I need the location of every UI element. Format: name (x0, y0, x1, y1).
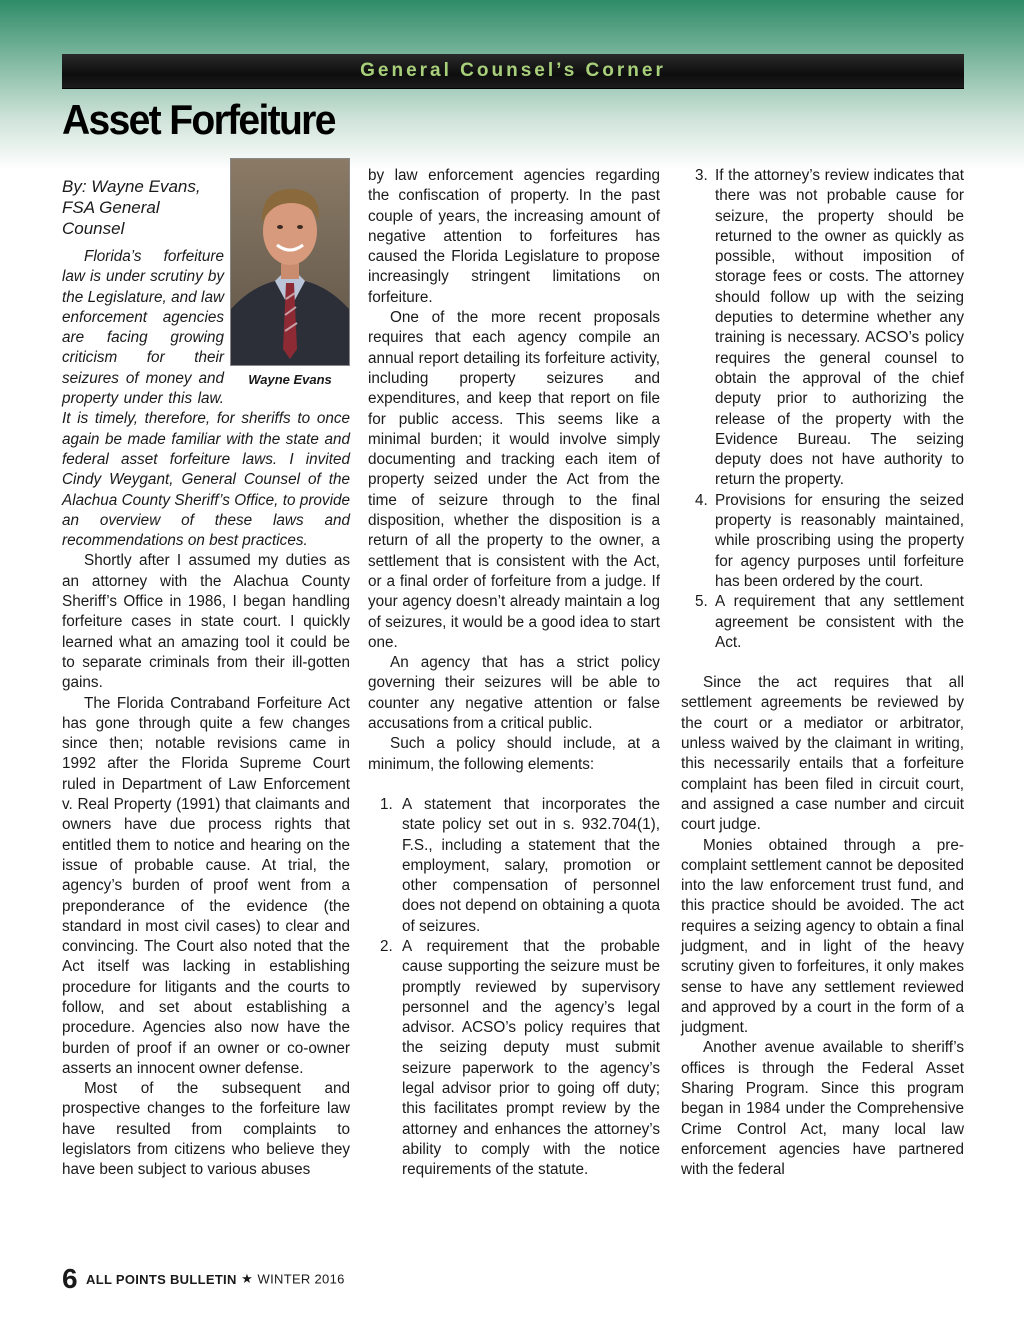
column-2 (368, 166, 660, 1181)
issue-label: WINTER 2016 (257, 1271, 345, 1287)
author-photo-box (230, 158, 350, 392)
policy-elements-list (368, 795, 660, 1181)
spacer (368, 775, 660, 795)
list-number: 4. (695, 491, 708, 509)
author-byline: By: Wayne Evans, FSA General Counsel (62, 177, 201, 238)
article-title: Asset Forfeiture (62, 96, 335, 143)
list-item (368, 795, 660, 937)
list-number: 2. (380, 937, 393, 955)
list-item-text: A requirement that any settlement agreement be consistent with the Act. (715, 593, 964, 651)
body-paragraph: Another avenue available to sheriff’s offices is through the Federal Asset Sharing Program. Since this program began in 1984 under the Comprehensive Crime Control Act, many local law enforcement agencies have partnered with the federal (681, 1039, 964, 1179)
body-paragraph: The Florida Contraband Forfeiture Act has gone through quite a few changes since then; notable revisions came in 1992 after the Florida Supreme Court ruled in Department of Law Enforcement v. Real Property (1991) that claimants and owners have due process rights that entitled them to notice and hearing on the issue of probable cause. At trial, the agency’s burden of proof went from a preponderance of the evidence (the standard in most civil cases) to clear and convincing. The Court also noted that the Act itself was lacking in establishing procedure for litigants and the courts to follow, and set about establishing a procedure. Agencies also now have the burden of proof if an owner or co-owner asserts an innocent owner defense. (62, 694, 350, 1077)
body-paragraph: Since the act requires that all settlement agreements be reviewed by the court or a mediator or arbitrator, unless waived by the claimant in writing, this necessarily entails that a forfeiture complaint has been filed in circuit court, and assigned a case number and circuit court judge. (681, 674, 964, 834)
list-item-text: Provisions for ensuring the seized property is reasonably maintained, while proscribing using the property for agency purposes until forfeiture has been ordered by the court. (715, 491, 964, 590)
body-paragraph: An agency that has a strict policy governing their seizures will be able to counter any negative attention or false accusations from a critical public. (368, 654, 660, 733)
list-item-text: A requirement that the probable cause supporting the seizure must be promptly reviewed by supervisory personnel and the agency’s legal advisor. ACSO’s policy requires that the seizing deputy must submit seizure paperwork to the agency’s legal advisor prior to going off duty; this facilitates prompt review by the attorney and enhances the attorney’s ability to comply with the notice requirements of the statute. (402, 937, 660, 1179)
list-number: 1. (380, 795, 393, 813)
body-paragraph: Such a policy should include, at a minimum, the following elements: (368, 735, 660, 773)
page-footer (62, 1263, 345, 1295)
page-number: 6 (62, 1263, 78, 1294)
body-paragraph: Shortly after I assumed my duties as an attorney with the Alachua County Sheriff’s Office in 1986, I began handling forfeiture cases in state court. I quickly learned what an amazing tool it could be to separate criminals from their ill-gotten gains. (62, 552, 350, 692)
body-paragraph: One of the more recent proposals requires that each agency compile an annual report detailing its forfeiture activity, including property seizures and expenditures, and keep that report on file for public access. This seems like a minimal burden; it would involve simply documenting and tracking each item of property seized under the Act from the time of seizure through to the final disposition, whether the disposition is a return of all the property to the owner, a settlement that is consistent with the Act, or a final order of forfeiture from a judge. If your agency doesn’t already maintain a log of seizures, it would be a good idea to start one. (368, 309, 660, 651)
list-item (681, 491, 964, 592)
body-paragraph: Most of the subsequent and prospective changes to the forfeiture law have resulted from complaints to legislators from citizens who believe they have been subject to various abuses (62, 1080, 350, 1179)
list-number: 5. (695, 593, 708, 611)
list-item-text: A statement that incorporates the state policy set out in s. 932.704(1), F.S., including a statement that the employment, salary, promotion or other compensation of personnel does not depend on obtaining a quota of seizures. (402, 795, 660, 935)
list-item (681, 166, 964, 491)
column-3 (681, 166, 964, 1181)
list-number: 3. (695, 167, 708, 184)
list-item (368, 937, 660, 1181)
publication-name: ALL POINTS BULLETIN (86, 1271, 237, 1287)
spacer (681, 653, 964, 673)
body-paragraph: by law enforcement agencies regarding the confiscation of property. In the past couple of years, the increasing amount of negative attention to forfeitures has caused the Florida Legislature to propose increasingly stringent limitations on forfeiture. (368, 167, 660, 306)
intro-paragraph: Florida’s forfeiture law is under scrutiny by the Legislature, and law enforcement agencies are facing growing criticism for their seizures of money and property under this law. It is timely, therefore, for sheriffs to once again be made familiar with the state and federal asset forfeiture laws. I invited Cindy Weygant, General Counsel of the Alachua County Sheriff’s Office, to provide an overview of these laws and recommendations on best practices. (62, 248, 350, 550)
body-paragraph: Monies obtained through a pre-complaint settlement cannot be deposited into the law enforcement trust fund, and this practice should be avoided. The act requires a seizing agency to obtain a final judgment, and in light of the heavy scrutiny given to forfeitures, it only makes sense to have any settlement reviewed and approved by a court in the form of a judgment. (681, 836, 964, 1037)
column-1 (62, 166, 350, 1181)
photo-caption: Wayne Evans (248, 372, 332, 387)
star-separator-icon: ★ (241, 1271, 254, 1286)
section-banner-label: General Counsel’s Corner (360, 60, 666, 81)
policy-elements-list-continued (681, 166, 964, 653)
section-banner (62, 54, 964, 89)
list-item-text: If the attorney’s review indicates that there was not probable cause for seizure, the property should be returned to the owner as quickly as possible, without imposition of storage fees or costs. The attorney should follow up with the seizing deputies to determine whether any training is necessary. ACSO’s policy requires the general counsel to obtain the approval of the chief deputy prior to authorizing the release of the property with the Evidence Bureau. The seizing deputy does not have authority to return the property. (715, 167, 964, 489)
list-item (681, 592, 964, 653)
author-photo (230, 158, 350, 366)
portrait-photo-icon (231, 159, 349, 365)
